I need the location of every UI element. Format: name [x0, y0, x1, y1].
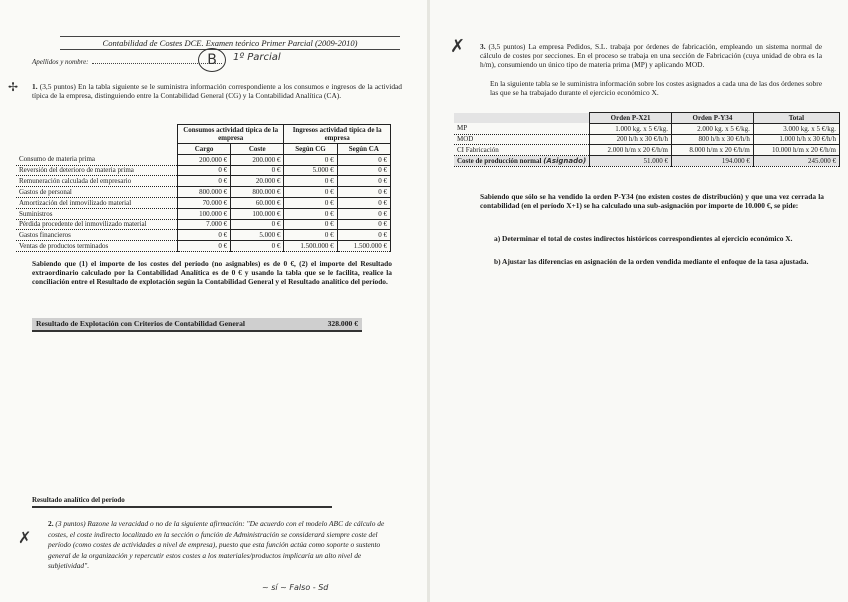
- question-3-conditions: Sabiendo que sólo se ha vendido la orden P-Y34 (no existen costes de distribución) y que una vez cerrada la contabilidad (en el período X+1) se ha calculado una sub-asignación por importe de 10.000 €, se pide:: [480, 192, 824, 211]
- question-3-intro-table: En la siguiente tabla se le suministra información sobre los costes asignados a cada una de las dos órdenes sobre las que se ha trabajado durante el ejercicio económico X.: [490, 79, 822, 98]
- question-3-part-b: b) Ajustar las diferencias en asignación de la orden vendida mediante el enfoque de la tasa ajustada.: [494, 257, 809, 266]
- q3-number: 3.: [480, 42, 486, 51]
- q2-number: 2.: [48, 519, 54, 528]
- handwritten-assigned: (Asignado): [543, 157, 587, 166]
- group-consumption: Consumos actividad típica de la empresa: [178, 125, 284, 144]
- handwritten-answer: ~ sí ~ Falso - Sd: [262, 583, 329, 592]
- question-1-instructions: Sabiendo que (1) el importe de los costes del período (no asignables) es de 0 €, (2) el importe del Resultado extraordinario calculado por la Contabilidad Analítica es de 0 € y usando la tabla que se le facilita, realice la conciliación entre el Resultado de explotación según la Contabilidad General y el Resultado analítico del período.: [32, 259, 392, 287]
- col-coste: Coste: [231, 144, 284, 155]
- handwritten-circle: B: [198, 48, 226, 72]
- name-field: [32, 58, 222, 66]
- table-row: Suministros 100.000 € 100.000 € 0 € 0 €: [16, 208, 391, 219]
- right-page: [430, 0, 848, 602]
- col-order-py34: Orden P-Y34: [672, 113, 754, 124]
- col-order-px21: Orden P-X21: [590, 113, 672, 124]
- table-row: Consumo de materia prima 200.000 € 200.000 € 0 € 0 €: [16, 154, 391, 165]
- q1-statement: (3,5 puntos) En la tabla siguiente se le suministra información correspondiente a los consumos e ingresos de la actividad típica de la empresa, distinguiendo entre la Contabilidad General (CG) y la Contabilidad Analítica (CA).: [32, 82, 402, 101]
- col-segun-cg: Según CG: [284, 144, 337, 155]
- table-row: Pérdida procedente del inmovilizado material 7.000 € 0 € 0 € 0 €: [16, 219, 391, 230]
- table-row: Amortización del inmovilizado material 70.000 € 60.000 € 0 € 0 €: [16, 197, 391, 208]
- table-row: MOD 200 h/h x 30 €/h/h 800 h/h x 30 €/h/h 1.000 h/h x 30 €/h/h: [454, 134, 840, 145]
- consumption-income-table: [16, 124, 391, 252]
- question-3-part-a: a) Determinar el total de costes indirectos históricos correspondientes al ejercicio económico X.: [494, 234, 793, 243]
- result-cg-bar: [32, 318, 362, 332]
- table-row: Coste de producción normal (Asignado) 51.000 € 194.000 € 245.000 €: [454, 156, 840, 167]
- table-row: MP 1.000 kg. x 5 €/kg. 2.000 kg. x 5 €/kg. 3.000 kg. x 5 €/kg.: [454, 123, 840, 134]
- analytic-result-line: [32, 496, 332, 508]
- name-label: Apellidos y nombre:: [32, 58, 89, 66]
- table-row: CI Fabricación 2.000 h/m x 20 €/h/m 8.000 h/m x 20 €/h/m 10.000 h/m x 20 €/h/m: [454, 145, 840, 156]
- table-row: Gastos financieros 0 € 5.000 € 0 € 0 €: [16, 230, 391, 241]
- result-cg-value: 328.000 €: [327, 319, 358, 328]
- col-total: Total: [753, 113, 839, 124]
- table-row: Gastos de personal 800.000 € 800.000 € 0 € 0 €: [16, 187, 391, 198]
- table-row: Remuneración calculada del empresario 0 € 20.000 € 0 € 0 €: [16, 176, 391, 187]
- question-1-text: [32, 82, 402, 100]
- handwritten-check-mark: ✢: [8, 80, 19, 94]
- exam-header: Contabilidad de Costes DCE. Examen teórico Primer Parcial (2009-2010): [60, 36, 400, 50]
- col-segun-ca: Según CA: [337, 144, 390, 155]
- q2-statement: (3 puntos) Razone la veracidad o no de la siguiente afirmación: "De acuerdo con el modelo ABC de cálculo de costes, el coste indirecto localizado en la sección o función de Administración se considerará siempre coste del período (como costes de actividades a nivel de empresa), puesto que esta función actúa como soporte o sustento general de la organización y repercutir estos costes a los materiales/productos implicaría un alto nivel de subjetividad".: [48, 519, 385, 570]
- handwritten-note: 1º Parcial: [233, 52, 281, 63]
- q3-statement: (3,5 puntos) La empresa Pedidos, S.L. trabaja por órdenes de fabricación, empleando un sistema normal de cálculo de costes por secciones. En el proceso se trabaja en una sección de Fabricación (cuya unidad de obra es la h/m), consumiendo un único tipo de materia prima (MP) y aplicando MOD.: [480, 42, 822, 70]
- question-3-text: [480, 42, 822, 70]
- table-row: Reversión del deterioro de materia prima 0 € 0 € 5.000 € 0 €: [16, 165, 391, 176]
- handwritten-x-mark: ✗: [18, 528, 32, 547]
- question-2-text: [48, 519, 400, 572]
- handwritten-x-mark: ✗: [450, 36, 466, 57]
- analytic-result-label: Resultado analítico del período: [32, 496, 125, 504]
- col-cargo: Cargo: [178, 144, 231, 155]
- table-row: Ventas de productos terminados 0 € 0 € 1.500.000 € 1.500.000 €: [16, 241, 391, 252]
- q1-number: 1.: [32, 82, 38, 91]
- group-income: Ingresos actividad típica de la empresa: [284, 125, 391, 144]
- orders-cost-table: [454, 112, 840, 167]
- result-cg-label: Resultado de Explotación con Criterios de Contabilidad General: [36, 319, 246, 328]
